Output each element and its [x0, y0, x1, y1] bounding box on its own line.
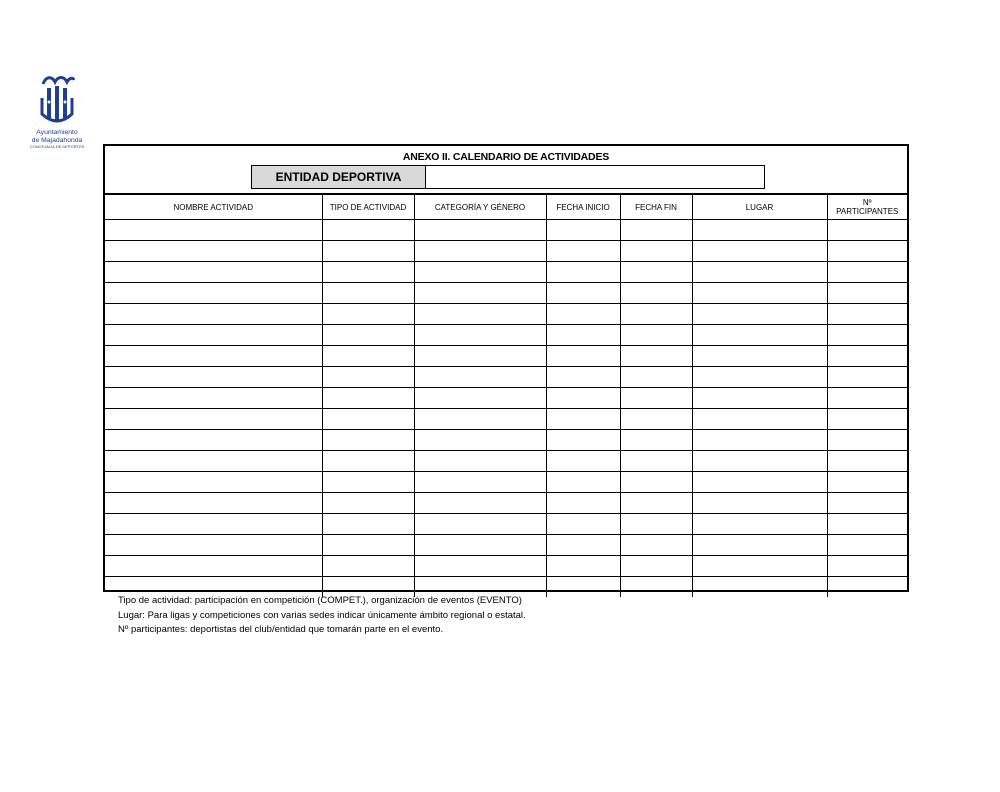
table-cell[interactable]: [105, 283, 322, 304]
table-cell[interactable]: [827, 220, 907, 241]
table-cell[interactable]: [827, 409, 907, 430]
table-cell[interactable]: [620, 556, 692, 577]
table-cell[interactable]: [620, 220, 692, 241]
majadahonda-emblem-icon: [39, 74, 75, 128]
table-cell[interactable]: [827, 535, 907, 556]
logo-name: Ayuntamiento: [36, 129, 78, 136]
table-cell[interactable]: [414, 409, 546, 430]
col-lugar: LUGAR: [692, 194, 827, 220]
col-fecha-inicio: FECHA INICIO: [546, 194, 620, 220]
table-cell[interactable]: [546, 283, 620, 304]
table-cell[interactable]: [322, 388, 414, 409]
table-cell[interactable]: [322, 346, 414, 367]
table-cell[interactable]: [414, 283, 546, 304]
table-cell[interactable]: [322, 367, 414, 388]
table-cell[interactable]: [620, 283, 692, 304]
table-row: [105, 346, 907, 367]
table-cell[interactable]: [414, 472, 546, 493]
note-tipo-actividad: Tipo de actividad: participación en competición (COMPET.), organización de eventos (EVENTO): [118, 595, 522, 606]
table-cell[interactable]: [322, 472, 414, 493]
table-cell[interactable]: [692, 577, 827, 598]
table-cell[interactable]: [322, 451, 414, 472]
table-row: [105, 367, 907, 388]
table-cell[interactable]: [414, 220, 546, 241]
table-cell[interactable]: [620, 451, 692, 472]
table-row: [105, 409, 907, 430]
note-participantes: Nº participantes: deportistas del club/entidad que tomarán parte en el evento.: [118, 624, 444, 635]
table-cell[interactable]: [322, 325, 414, 346]
table-cell[interactable]: [546, 241, 620, 262]
table-row: [105, 556, 907, 577]
table-cell[interactable]: [620, 535, 692, 556]
table-cell[interactable]: [827, 451, 907, 472]
table-cell[interactable]: [546, 577, 620, 598]
table-cell[interactable]: [692, 262, 827, 283]
table-cell[interactable]: [414, 535, 546, 556]
table-cell[interactable]: [827, 241, 907, 262]
table-cell[interactable]: [692, 430, 827, 451]
logo-town: de Majadahonda: [31, 137, 83, 144]
table-cell[interactable]: [546, 472, 620, 493]
table-cell[interactable]: [546, 535, 620, 556]
table-cell[interactable]: [546, 493, 620, 514]
table-cell[interactable]: [322, 241, 414, 262]
table-row: [105, 283, 907, 304]
activities-table: [105, 193, 907, 597]
table-cell[interactable]: [692, 241, 827, 262]
col-fecha-fin: FECHA FIN: [620, 194, 692, 220]
table-cell[interactable]: [414, 430, 546, 451]
table-row: [105, 535, 907, 556]
table-cell[interactable]: [322, 535, 414, 556]
table-cell[interactable]: [692, 451, 827, 472]
table-row: [105, 262, 907, 283]
table-cell[interactable]: [322, 283, 414, 304]
entity-label: ENTIDAD DEPORTIVA: [251, 165, 426, 189]
table-cell[interactable]: [827, 262, 907, 283]
table-row: [105, 325, 907, 346]
table-row: [105, 493, 907, 514]
entity-field[interactable]: [425, 165, 765, 189]
note-lugar: Lugar: Para ligas y competiciones con varias sedes indicar únicamente ámbito regional o estatal.: [118, 609, 526, 621]
table-cell[interactable]: [105, 556, 322, 577]
table-cell[interactable]: [620, 409, 692, 430]
table-cell[interactable]: [827, 367, 907, 388]
table-cell[interactable]: [620, 241, 692, 262]
table-cell[interactable]: [414, 346, 546, 367]
table-cell[interactable]: [414, 556, 546, 577]
table-cell[interactable]: [827, 283, 907, 304]
table-cell[interactable]: [105, 262, 322, 283]
table-cell[interactable]: [827, 430, 907, 451]
table-cell[interactable]: [692, 283, 827, 304]
table-cell[interactable]: [692, 472, 827, 493]
table-cell[interactable]: [105, 409, 322, 430]
table-cell[interactable]: [414, 493, 546, 514]
table-cell[interactable]: [105, 241, 322, 262]
form-title: ANEXO II. CALENDARIO DE ACTIVIDADES: [402, 151, 610, 163]
table-row: [105, 451, 907, 472]
table-cell[interactable]: [692, 535, 827, 556]
table-cell[interactable]: [414, 451, 546, 472]
table-row: [105, 241, 907, 262]
table-cell[interactable]: [827, 346, 907, 367]
table-cell[interactable]: [105, 346, 322, 367]
col-tipo-actividad: TIPO DE ACTIVIDAD: [322, 194, 414, 220]
col-categoria-genero: CATEGORÍA Y GÉNERO: [414, 194, 546, 220]
col-participantes: Nº PARTICIPANTES: [827, 194, 907, 220]
table-cell[interactable]: [322, 262, 414, 283]
table-cell[interactable]: [414, 262, 546, 283]
table-cell[interactable]: [827, 388, 907, 409]
table-cell[interactable]: [546, 325, 620, 346]
table-row: [105, 430, 907, 451]
table-row: [105, 220, 907, 241]
table-cell[interactable]: [620, 262, 692, 283]
table-cell[interactable]: [105, 367, 322, 388]
logo-department: CONCEJALÍA DE DEPORTES: [29, 144, 85, 149]
table-cell[interactable]: [620, 367, 692, 388]
table-cell[interactable]: [620, 325, 692, 346]
table-row: [105, 388, 907, 409]
table-cell[interactable]: [105, 430, 322, 451]
table-row: [105, 304, 907, 325]
table-cell[interactable]: [414, 325, 546, 346]
table-cell[interactable]: [827, 304, 907, 325]
table-cell[interactable]: [105, 325, 322, 346]
table-cell[interactable]: [546, 409, 620, 430]
table-cell[interactable]: [827, 493, 907, 514]
table-cell[interactable]: [105, 535, 322, 556]
table-cell[interactable]: [414, 367, 546, 388]
table-cell[interactable]: [322, 304, 414, 325]
table-cell[interactable]: [414, 304, 546, 325]
table-cell[interactable]: [692, 493, 827, 514]
table-cell[interactable]: [105, 304, 322, 325]
table-cell[interactable]: [322, 430, 414, 451]
table-cell[interactable]: [827, 325, 907, 346]
table-row: [105, 514, 907, 535]
col-nombre-actividad: NOMBRE ACTIVIDAD: [105, 194, 322, 220]
table-cell[interactable]: [827, 472, 907, 493]
table-cell[interactable]: [322, 514, 414, 535]
table-cell[interactable]: [322, 493, 414, 514]
table-cell[interactable]: [322, 409, 414, 430]
table-cell[interactable]: [414, 514, 546, 535]
table-cell[interactable]: [827, 556, 907, 577]
table-cell[interactable]: [105, 220, 322, 241]
table-cell[interactable]: [620, 346, 692, 367]
table-cell[interactable]: [620, 388, 692, 409]
table-cell[interactable]: [620, 493, 692, 514]
table-row: [105, 472, 907, 493]
table-cell[interactable]: [620, 514, 692, 535]
table-cell[interactable]: [546, 367, 620, 388]
table-header-row: [105, 194, 907, 220]
table-cell[interactable]: [692, 304, 827, 325]
table-cell[interactable]: [105, 514, 322, 535]
table-cell[interactable]: [546, 304, 620, 325]
table-cell[interactable]: [105, 493, 322, 514]
table-cell[interactable]: [692, 220, 827, 241]
table-cell[interactable]: [322, 220, 414, 241]
table-cell[interactable]: [620, 430, 692, 451]
form-notes: [118, 594, 526, 638]
table-cell[interactable]: [620, 304, 692, 325]
table-cell[interactable]: [546, 262, 620, 283]
table-cell[interactable]: [692, 388, 827, 409]
table-cell[interactable]: [692, 325, 827, 346]
table-cell[interactable]: [827, 514, 907, 535]
table-cell[interactable]: [692, 556, 827, 577]
table-cell[interactable]: [620, 577, 692, 598]
table-cell[interactable]: [105, 451, 322, 472]
table-cell[interactable]: [546, 451, 620, 472]
activity-calendar-form: [103, 144, 909, 592]
table-cell[interactable]: [546, 388, 620, 409]
table-cell[interactable]: [546, 430, 620, 451]
table-cell[interactable]: [827, 577, 907, 598]
table-cell[interactable]: [546, 346, 620, 367]
table-cell[interactable]: [414, 388, 546, 409]
table-cell[interactable]: [546, 514, 620, 535]
table-cell[interactable]: [105, 388, 322, 409]
table-cell[interactable]: [546, 556, 620, 577]
table-cell[interactable]: [414, 241, 546, 262]
table-cell[interactable]: [105, 472, 322, 493]
table-cell[interactable]: [546, 220, 620, 241]
table-cell[interactable]: [692, 367, 827, 388]
municipal-logo: [27, 74, 87, 154]
table-cell[interactable]: [322, 556, 414, 577]
table-cell[interactable]: [692, 514, 827, 535]
table-cell[interactable]: [692, 409, 827, 430]
table-cell[interactable]: [692, 346, 827, 367]
table-cell[interactable]: [620, 472, 692, 493]
